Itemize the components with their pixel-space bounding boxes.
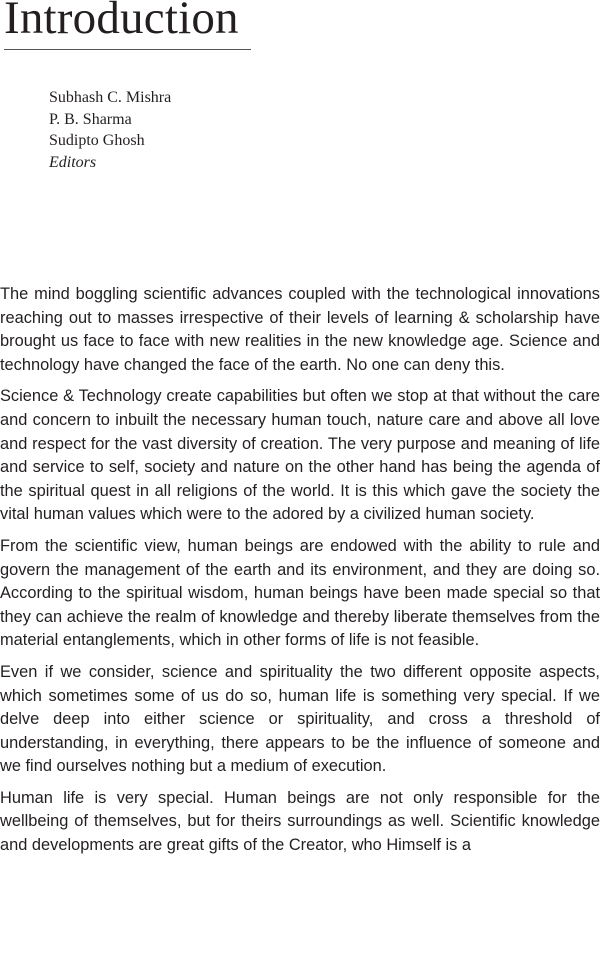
editor-name: P. B. Sharma: [49, 110, 132, 128]
editors-role-label: Editors: [49, 153, 97, 171]
paragraph: The mind boggling scientific advances coupled with the technological innovations reaching out to masses irrespective of their levels of learning & scholarship have brought us face to face with new realities in the new knowledge age. Science and technology have changed the face of the earth. No one can deny this.: [0, 285, 600, 374]
paragraph: Science & Technology create capabilities but often we stop at that without the care and concern to inbuilt the necessary human touch, nature care and above all love and respect for the vast diversity of creation. The very purpose and meaning of life and service to self, society and nature on the other hand has being the agenda of the spiritual quest in all religions of the world. It is this which gave the society the vital human values which were to the adored by a civilized human society.: [0, 387, 600, 524]
paragraph: Human life is very special. Human beings are not only responsible for the wellbeing of themselves, but for theirs surroundings as well. Scientific knowledge and developments are great gifts of the Creator, who Himself is a: [0, 788, 600, 855]
editors-block: [49, 87, 171, 173]
body-text: [0, 283, 600, 866]
paragraph: Even if we consider, science and spirituality the two different opposite aspects, which sometimes some of us do so, human life is something very special. If we delve deep into either science or spirituality, and cross a threshold of understanding, in everything, there appears to be the influence of someone and we find ourselves nothing but a medium of execution.: [0, 662, 600, 776]
editor-name: Sudipto Ghosh: [49, 132, 145, 149]
page-title: Introduction: [4, 0, 239, 44]
paragraph: From the scientific view, human beings are endowed with the ability to rule and govern the management of the earth and its environment, and they are doing so. According to the spiritual wisdom, human beings have been made special so that they can achieve the realm of knowledge and thereby liberate themselves from the material entanglements, which in other forms of life is not feasible.: [0, 536, 600, 650]
title-divider: [4, 49, 251, 50]
editor-name: Subhash C. Mishra: [49, 89, 172, 106]
